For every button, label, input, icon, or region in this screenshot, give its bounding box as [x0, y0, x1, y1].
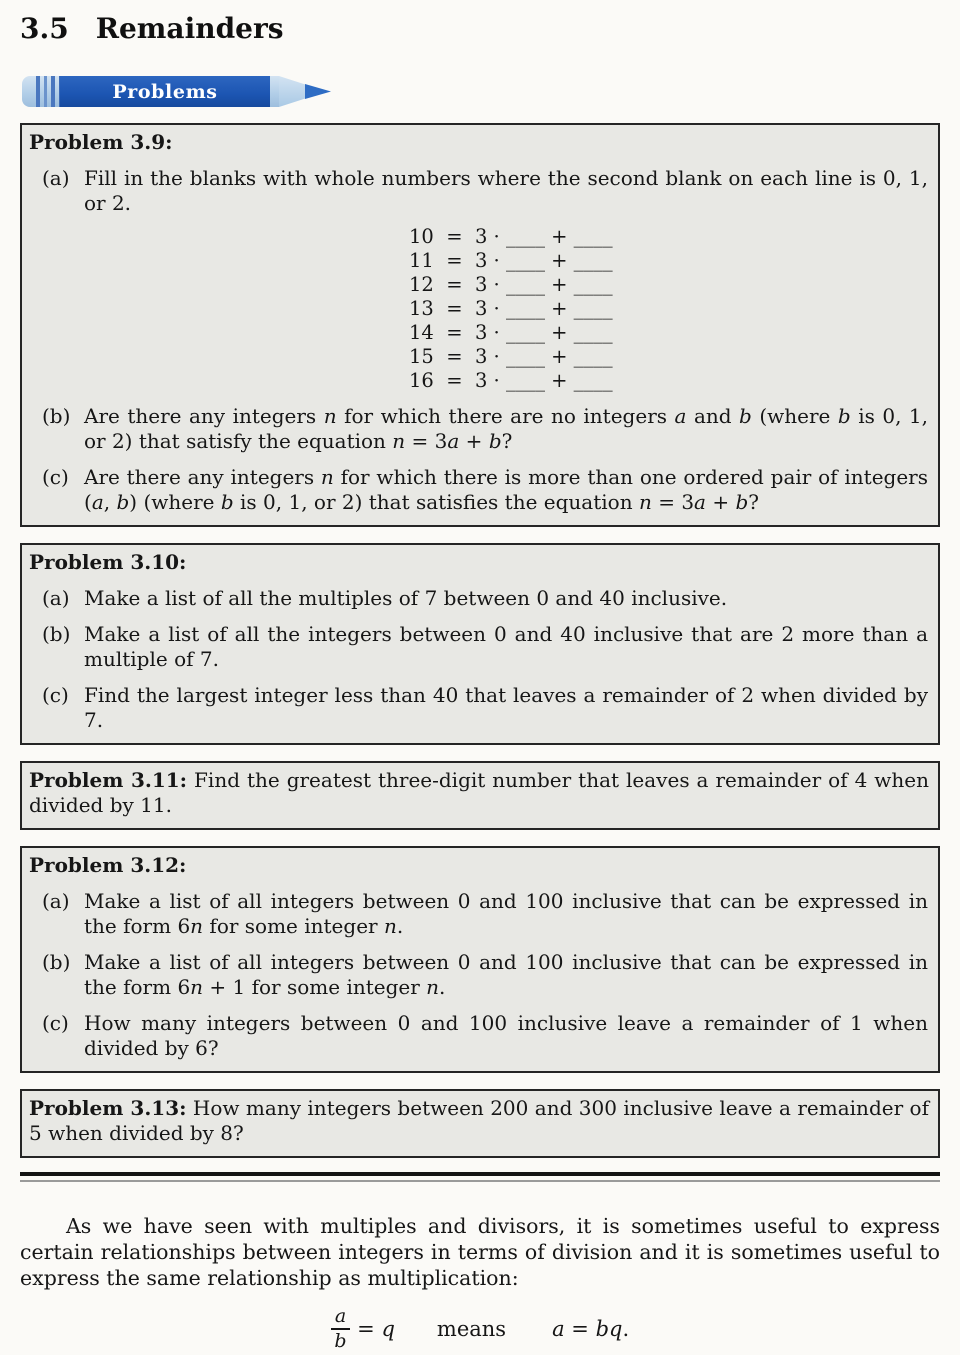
part-label: (a) — [42, 166, 70, 190]
part-label: (c) — [42, 1011, 69, 1035]
problem-3-9-part-c — [29, 465, 929, 515]
problem-3-13-box — [20, 1089, 940, 1158]
problem-3-11-header: Problem 3.11: — [29, 768, 188, 792]
problem-3-10-box — [20, 543, 940, 745]
problem-3-11-box — [20, 761, 940, 830]
equation-line: 16 = 3 · ____ + ____ — [409, 369, 613, 392]
equation-line: 11 = 3 · ____ + ____ — [409, 249, 613, 272]
problems-banner-label: Problems — [112, 80, 218, 103]
equation-line: 15 = 3 · ____ + ____ — [409, 345, 613, 368]
part-label: (c) — [42, 465, 69, 489]
pencil-body-icon — [22, 76, 279, 107]
fill-in-equation-list — [29, 225, 929, 393]
problem-3-12-part-b — [29, 950, 929, 1000]
problem-3-9-box — [20, 123, 940, 527]
problem-3-13-header: Problem 3.13: — [29, 1096, 187, 1120]
part-text: Are there any integers n for which there are no integers a and b (where b is 0, 1, or 2) that satisfy the equation n = 3a + b? — [84, 404, 929, 453]
divider-thick-rule — [20, 1172, 940, 1176]
equation-line: 10 = 3 · ____ + ____ — [409, 225, 613, 248]
fraction-denominator: b — [334, 1330, 347, 1352]
part-text: Make a list of all integers between 0 and 100 inclusive that can be expressed in the form 6n + 1 for some integer n. — [84, 950, 928, 999]
equation-line: 14 = 3 · ____ + ____ — [409, 321, 613, 344]
problem-3-11-text — [29, 768, 929, 818]
part-label: (a) — [42, 889, 70, 913]
part-label: (b) — [42, 950, 71, 974]
equals-q: = q — [357, 1317, 395, 1341]
part-text: Make a list of all integers between 0 and 100 inclusive that can be expressed in the form 6n for some integer n. — [84, 889, 928, 938]
section-heading — [20, 0, 940, 45]
part-text: Make a list of all the multiples of 7 between 0 and 40 inclusive. — [84, 586, 728, 610]
means-word: means — [436, 1317, 507, 1341]
problems-banner — [22, 76, 342, 107]
closing-paragraph: As we have seen with multiples and divisors, it is sometimes useful to express certain relationships between integers in terms of division and it is sometimes useful to express the same relationship as multiplication: — [20, 1214, 940, 1290]
problem-3-10-header: Problem 3.10: — [29, 550, 187, 574]
part-text: Find the largest integer less than 40 that leaves a remainder of 2 when divided by 7. — [84, 683, 928, 732]
problem-3-12-header: Problem 3.12: — [29, 853, 187, 877]
fraction-a-over-b — [331, 1306, 350, 1352]
equation-line: 13 = 3 · ____ + ____ — [409, 297, 613, 320]
problems-banner-band — [60, 76, 270, 107]
divider-thin-rule — [20, 1180, 940, 1182]
part-label: (a) — [42, 586, 70, 610]
problem-3-9-part-a — [29, 166, 929, 216]
section-title: Remainders — [95, 12, 284, 45]
part-text: Make a list of all the integers between 0 and 40 inclusive that are 2 more than a multiple of 7. — [84, 622, 928, 671]
part-label: (b) — [42, 622, 71, 646]
problem-3-12-part-c — [29, 1011, 929, 1061]
problem-3-10-part-c — [29, 683, 929, 733]
part-label: (b) — [42, 404, 71, 428]
part-text: How many integers between 0 and 100 inclusive leave a remainder of 1 when divided by 6? — [84, 1011, 928, 1060]
problem-3-10-part-a — [29, 586, 929, 611]
display-equation — [20, 1303, 940, 1355]
section-number: 3.5 — [20, 12, 69, 45]
problem-3-9-header: Problem 3.9: — [29, 130, 173, 154]
part-text: Fill in the blanks with whole numbers where the second blank on each line is 0, 1, or 2. — [84, 166, 928, 215]
a-equals-bq: a = bq. — [552, 1317, 630, 1341]
part-label: (c) — [42, 683, 69, 707]
problem-3-12-box — [20, 846, 940, 1073]
problem-statement: How many integers between 200 and 300 inclusive leave a remainder of 5 when divided by 8? — [29, 1096, 929, 1145]
problem-3-13-text — [29, 1096, 929, 1146]
part-text: Are there any integers n for which there is more than one ordered pair of integers (a, b) (where b is 0, 1, or 2) that satisfies the equation n = 3a + b? — [84, 465, 928, 514]
problem-3-10-part-b — [29, 622, 929, 672]
problem-3-12-part-a — [29, 889, 929, 939]
fraction-numerator: a — [331, 1306, 350, 1330]
equation-line: 12 = 3 · ____ + ____ — [409, 273, 613, 296]
section-divider — [20, 1172, 940, 1182]
pencil-lead-icon — [305, 84, 331, 99]
problem-statement: Find the greatest three-digit number that leaves a remainder of 4 when divided by 11. — [29, 768, 930, 817]
problem-3-9-part-b — [29, 404, 929, 454]
